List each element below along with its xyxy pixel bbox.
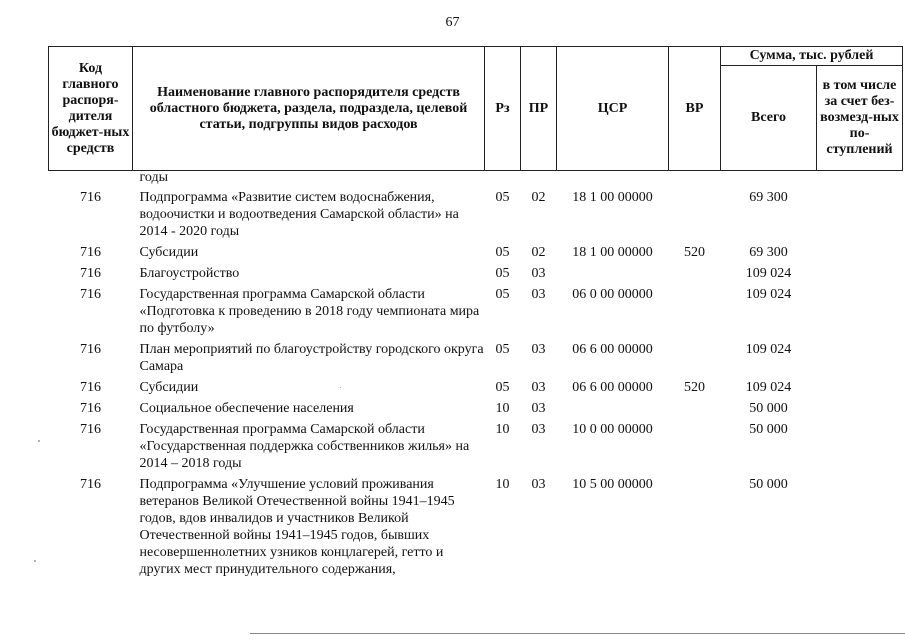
header-bezv: в том числе за счет без-возмезд-ных по-ступлений — [817, 66, 903, 171]
cell-pr: 03 — [531, 422, 546, 437]
cell-total: 109 024 — [745, 287, 792, 302]
cell-code: 716 — [80, 422, 101, 437]
cell-rz: 10 — [495, 401, 510, 416]
cell-pr: 03 — [531, 401, 546, 416]
cell-csr: 18 1 00 00000 — [572, 245, 653, 260]
cell-csr: 18 1 00 00000 — [572, 190, 653, 205]
cell-name: Подпрограмма «Улучшение условий проживания ветеранов Великой Отечественной войны 1941–1945 годов, вдов инвалидов и участников Великой Отечественной войны 1941–1945 годов, бывших несовершеннолетних узников концлагерей, гетто и других мест принудительного содержания, — [139, 477, 455, 577]
cell-pr: 02 — [531, 190, 546, 205]
cell-rz: 05 — [495, 380, 510, 395]
cell-code: 716 — [80, 190, 101, 205]
cell-rz: 05 — [495, 342, 510, 357]
cell-name: Государственная программа Самарской области «Государственная поддержка собственников жилья» на 2014 – 2018 годы — [139, 422, 470, 471]
scan-speck — [340, 387, 341, 388]
scan-speck — [34, 560, 36, 562]
cell-pr: 03 — [531, 342, 546, 357]
page-number: 67 — [445, 15, 460, 30]
budget-table — [48, 46, 903, 578]
cell-code: 716 — [80, 477, 101, 492]
cell-bezv — [817, 261, 903, 282]
table-body — [49, 171, 903, 579]
cell-code: 716 — [80, 380, 101, 395]
cell-vr — [669, 282, 721, 337]
continuation-text: годы — [139, 170, 169, 185]
table-row — [49, 396, 903, 417]
cell-pr: 03 — [531, 266, 546, 281]
cell-vr: 520 — [684, 245, 705, 260]
cell-total: 50 000 — [749, 422, 788, 437]
table-row — [49, 240, 903, 261]
cell-csr: 06 0 00 00000 — [572, 287, 653, 302]
cell-code: 716 — [80, 342, 101, 357]
cell-name: Социальное обеспечение населения — [139, 401, 354, 416]
cell-rz: 10 — [495, 477, 510, 492]
table-row — [49, 375, 903, 396]
cell-name: Государственная программа Самарской области «Подготовка к проведению в 2018 году чемпионата мира по футболу» — [139, 287, 480, 336]
cell-vr — [669, 472, 721, 578]
cell-bezv — [817, 417, 903, 472]
cell-code: 716 — [80, 401, 101, 416]
cell-code: 716 — [80, 266, 101, 281]
continuation-row — [49, 171, 903, 186]
table-row — [49, 337, 903, 375]
cell-csr: 10 0 00 00000 — [572, 422, 653, 437]
cell-total: 109 024 — [745, 266, 792, 281]
cell-total: 50 000 — [749, 401, 788, 416]
header-csr: ЦСР — [557, 47, 669, 171]
cell-code: 716 — [80, 287, 101, 302]
cell-total: 109 024 — [745, 380, 792, 395]
cell-csr: 10 5 00 00000 — [572, 477, 653, 492]
cell-total: 109 024 — [745, 342, 792, 357]
cell-name: Подпрограмма «Развитие систем водоснабжения, водоочистки и водоотведения Самарской области» на 2014 - 2020 годы — [139, 190, 459, 239]
cell-csr: 06 6 00 00000 — [572, 342, 653, 357]
cell-total: 69 300 — [749, 190, 788, 205]
cell-bezv — [817, 396, 903, 417]
cell-pr: 03 — [531, 287, 546, 302]
cell-rz: 05 — [495, 190, 510, 205]
header-pr: ПР — [521, 47, 557, 171]
cell-name: План мероприятий по благоустройству городского округа Самара — [139, 342, 484, 374]
table-row — [49, 185, 903, 240]
header-name: Наименование главного распорядителя средств областного бюджета, раздела, подраздела, целевой статьи, подгруппы видов расходов — [133, 47, 485, 171]
bottom-rule — [250, 633, 905, 634]
cell-csr: 06 6 00 00000 — [572, 380, 653, 395]
cell-rz: 05 — [495, 287, 510, 302]
table-row — [49, 417, 903, 472]
header-code: Код главного распоря-дителя бюджет-ных средств — [49, 47, 133, 171]
cell-total: 50 000 — [749, 477, 788, 492]
cell-rz: 10 — [495, 422, 510, 437]
header-vr: ВР — [669, 47, 721, 171]
header-sum: Сумма, тыс. рублей — [721, 47, 903, 66]
cell-vr — [669, 417, 721, 472]
cell-pr: 03 — [531, 477, 546, 492]
table-row — [49, 261, 903, 282]
cell-csr — [557, 396, 669, 417]
cell-vr — [669, 261, 721, 282]
cell-bezv — [817, 282, 903, 337]
cell-csr — [557, 261, 669, 282]
cell-bezv — [817, 185, 903, 240]
cell-vr — [669, 396, 721, 417]
scan-speck — [38, 440, 40, 442]
cell-bezv — [817, 472, 903, 578]
cell-bezv — [817, 375, 903, 396]
cell-pr: 03 — [531, 380, 546, 395]
cell-name: Субсидии — [139, 380, 199, 395]
cell-total: 69 300 — [749, 245, 788, 260]
header-rz: Рз — [485, 47, 521, 171]
header-total: Всего — [721, 66, 817, 171]
table-row — [49, 282, 903, 337]
cell-pr: 02 — [531, 245, 546, 260]
cell-bezv — [817, 337, 903, 375]
cell-rz: 05 — [495, 266, 510, 281]
cell-bezv — [817, 240, 903, 261]
cell-vr — [669, 185, 721, 240]
cell-name: Благоустройство — [139, 266, 240, 281]
cell-code: 716 — [80, 245, 101, 260]
cell-vr: 520 — [684, 380, 705, 395]
cell-name: Субсидии — [139, 245, 199, 260]
cell-rz: 05 — [495, 245, 510, 260]
cell-vr — [669, 337, 721, 375]
table-row — [49, 472, 903, 578]
